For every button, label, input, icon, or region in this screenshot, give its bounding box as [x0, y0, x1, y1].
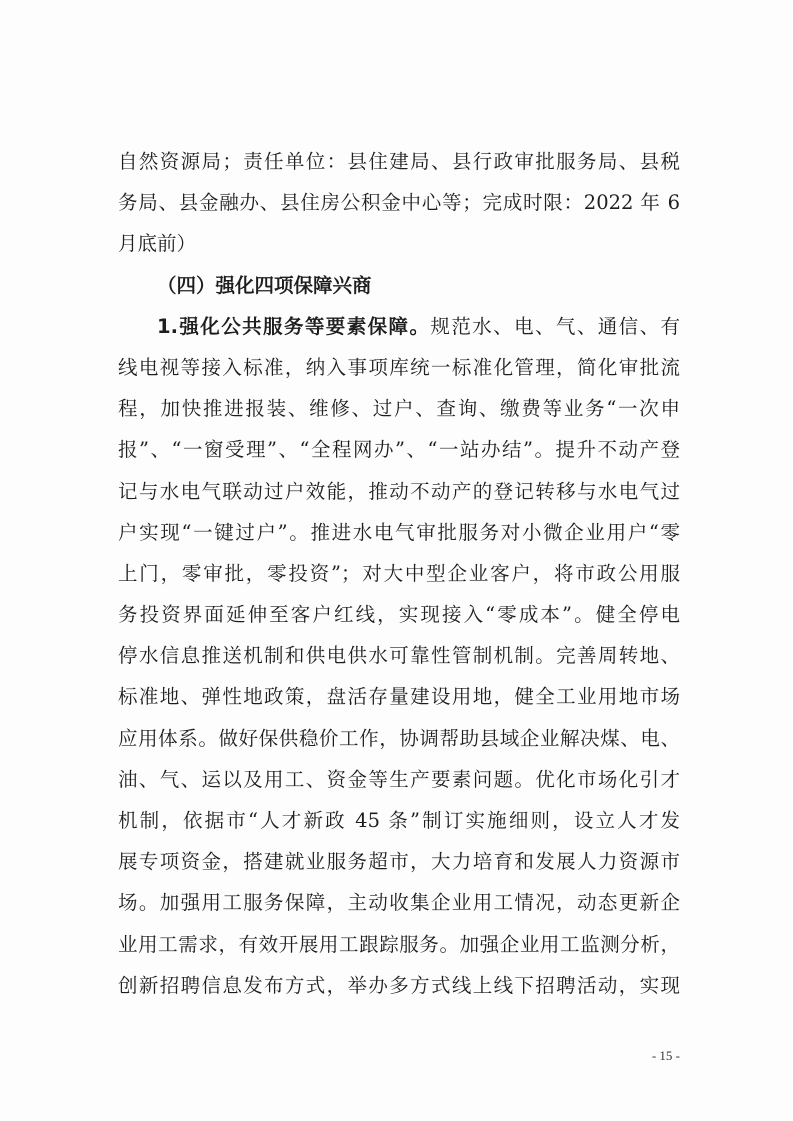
text-line: 油、气、运以及用工、资金等生产要素问题。优化市场化引才 [118, 767, 680, 791]
paragraph-first-text: 规范水、电、气、通信、有 [430, 314, 680, 338]
text-line: 展专项资金，搭建就业服务超市，大力培育和发展人力资源市 [118, 850, 680, 874]
text-line: 标准地、弹性地政策，盘活存量建设用地，健全工业用地市场 [118, 685, 680, 709]
text-line: 报”、“一窗受理”、“全程网办”、“一站办结”。提升不动产登 [118, 438, 680, 462]
text-line: 户实现“一键过户”。推进水电气审批服务对小微企业用户“零 [118, 520, 680, 544]
text-line: 创新招聘信息发布方式，举办多方式线上线下招聘活动，实现 [118, 973, 680, 997]
text-line: 线电视等接入标准，纳入事项库统一标准化管理，简化审批流 [118, 355, 680, 379]
text-line: 务局、县金融办、县住房公积金中心等；完成时限：2022 年 6 [118, 191, 680, 215]
page-number: - 15 - [651, 1048, 680, 1063]
text-line: 月底前） [118, 232, 197, 256]
text-line: 机制，依据市“人才新政 45 条”制订实施细则，设立人才发 [118, 809, 680, 832]
text-line: 自然资源局；责任单位：县住建局、县行政审批服务局、县税 [118, 150, 680, 173]
paragraph-lead: 1.强化公共服务等要素保障。 [157, 314, 431, 338]
text-line: 务投资界面延伸至客户红线，实现接入“零成本”。健全停电 [118, 603, 680, 627]
text-line: 场。加强用工服务保障，主动收集企业用工情况，动态更新企 [118, 891, 680, 915]
text-line: 停水信息推送机制和供电供水可靠性管制机制。完善周转地、 [118, 644, 680, 668]
text-line: 业用工需求，有效开展用工跟踪服务。加强企业用工监测分析， [118, 932, 680, 956]
text-line: 程，加快推进报装、维修、过户、查询、缴费等业务“一次申 [118, 397, 680, 421]
section-heading: （四）强化四项保障兴商 [157, 273, 372, 297]
body-text [118, 141, 680, 1006]
paragraph-first-line [118, 306, 680, 347]
text-line: 上门，零审批，零投资”；对大中型企业客户，将市政公用服 [118, 561, 680, 585]
text-line: 记与水电气联动过户效能，推动不动产的登记转移与水电气过 [118, 479, 680, 503]
text-line: 应用体系。做好保供稳价工作，协调帮助县域企业解决煤、电、 [118, 726, 680, 750]
